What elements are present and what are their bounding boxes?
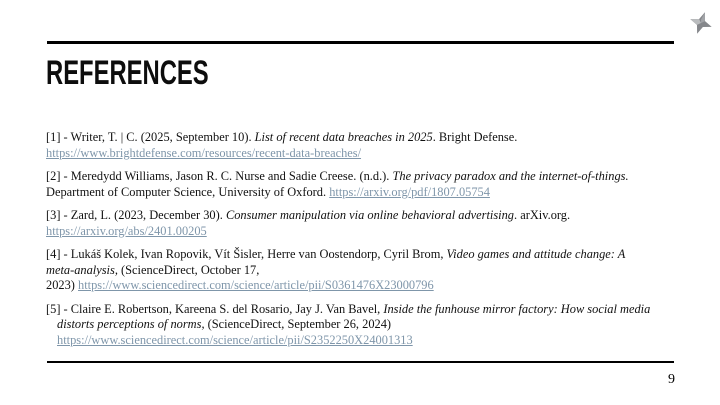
reference-line: [46, 130, 680, 146]
reference-link[interactable]: https://arxiv.org/abs/2401.00205: [46, 223, 207, 238]
reference-line: [46, 208, 680, 224]
bottom-divider: [47, 361, 674, 363]
reference-item: [46, 247, 680, 294]
reference-item: [46, 208, 680, 239]
reference-text: [5] - Claire E. Robertson, Kareena S. del Rosario, Jay J. Van Bavel,: [46, 301, 384, 316]
paper-plane-icon: [688, 10, 714, 36]
reference-line: [46, 169, 680, 185]
reference-text: [4] - Lukáš Kolek, Ivan Ropovik, Vít Šisler, Herre van Oostendorp, Cyril Brom,: [46, 247, 447, 261]
reference-item: [46, 130, 680, 161]
reference-link[interactable]: https://www.sciencedirect.com/science/article/pii/S0361476X23000796: [78, 278, 434, 292]
references-list: [46, 130, 680, 356]
reference-line: [46, 278, 680, 294]
reference-line: [46, 247, 680, 263]
page-number: 9: [668, 372, 675, 387]
reference-text: [2] - Meredydd Williams, Jason R. C. Nurse and Sadie Creese. (n.d.).: [46, 169, 393, 183]
reference-text: Department of Computer Science, University of Oxford.: [46, 184, 330, 199]
reference-text: Inside the funhouse mirror factory: How social media: [383, 301, 651, 316]
reference-text: 2023): [46, 278, 79, 292]
reference-text: . Bright Defense.: [432, 130, 518, 144]
reference-line: [46, 185, 680, 201]
reference-text: (ScienceDirect, October 17,: [117, 262, 260, 277]
reference-line: [46, 302, 680, 318]
reference-text: The privacy paradox and the internet-of-things.: [392, 169, 629, 183]
reference-item: [46, 302, 680, 349]
reference-link[interactable]: https://arxiv.org/pdf/1807.05754: [329, 184, 490, 199]
reference-link[interactable]: https://www.sciencedirect.com/science/article/pii/S2352250X24001313: [57, 332, 413, 347]
reference-text: (ScienceDirect, September 26, 2024): [204, 317, 392, 331]
reference-text: meta-analysis,: [46, 262, 118, 277]
reference-text: List of recent data breaches in 2025: [254, 130, 433, 144]
reference-line: [46, 263, 680, 279]
reference-text: Video games and attitude change: A: [446, 247, 626, 261]
reference-line: [46, 224, 680, 240]
reference-text: . arXiv.org.: [514, 208, 571, 222]
reference-item: [46, 169, 680, 200]
reference-text: [1] - Writer, T. | C. (2025, September 10).: [46, 130, 255, 144]
reference-line: [46, 333, 680, 349]
reference-text: [3] - Zard, L. (2023, December 30).: [46, 208, 226, 222]
reference-text: distorts perceptions of norms,: [57, 317, 205, 331]
reference-text: Consumer manipulation via online behavioral advertising: [225, 208, 514, 222]
reference-line: [46, 317, 680, 333]
page-title: REFERENCES: [46, 54, 209, 92]
reference-link[interactable]: https://www.brightdefense.com/resources/recent-data-breaches/: [46, 145, 362, 160]
top-divider: [47, 41, 674, 44]
reference-line: [46, 146, 680, 162]
